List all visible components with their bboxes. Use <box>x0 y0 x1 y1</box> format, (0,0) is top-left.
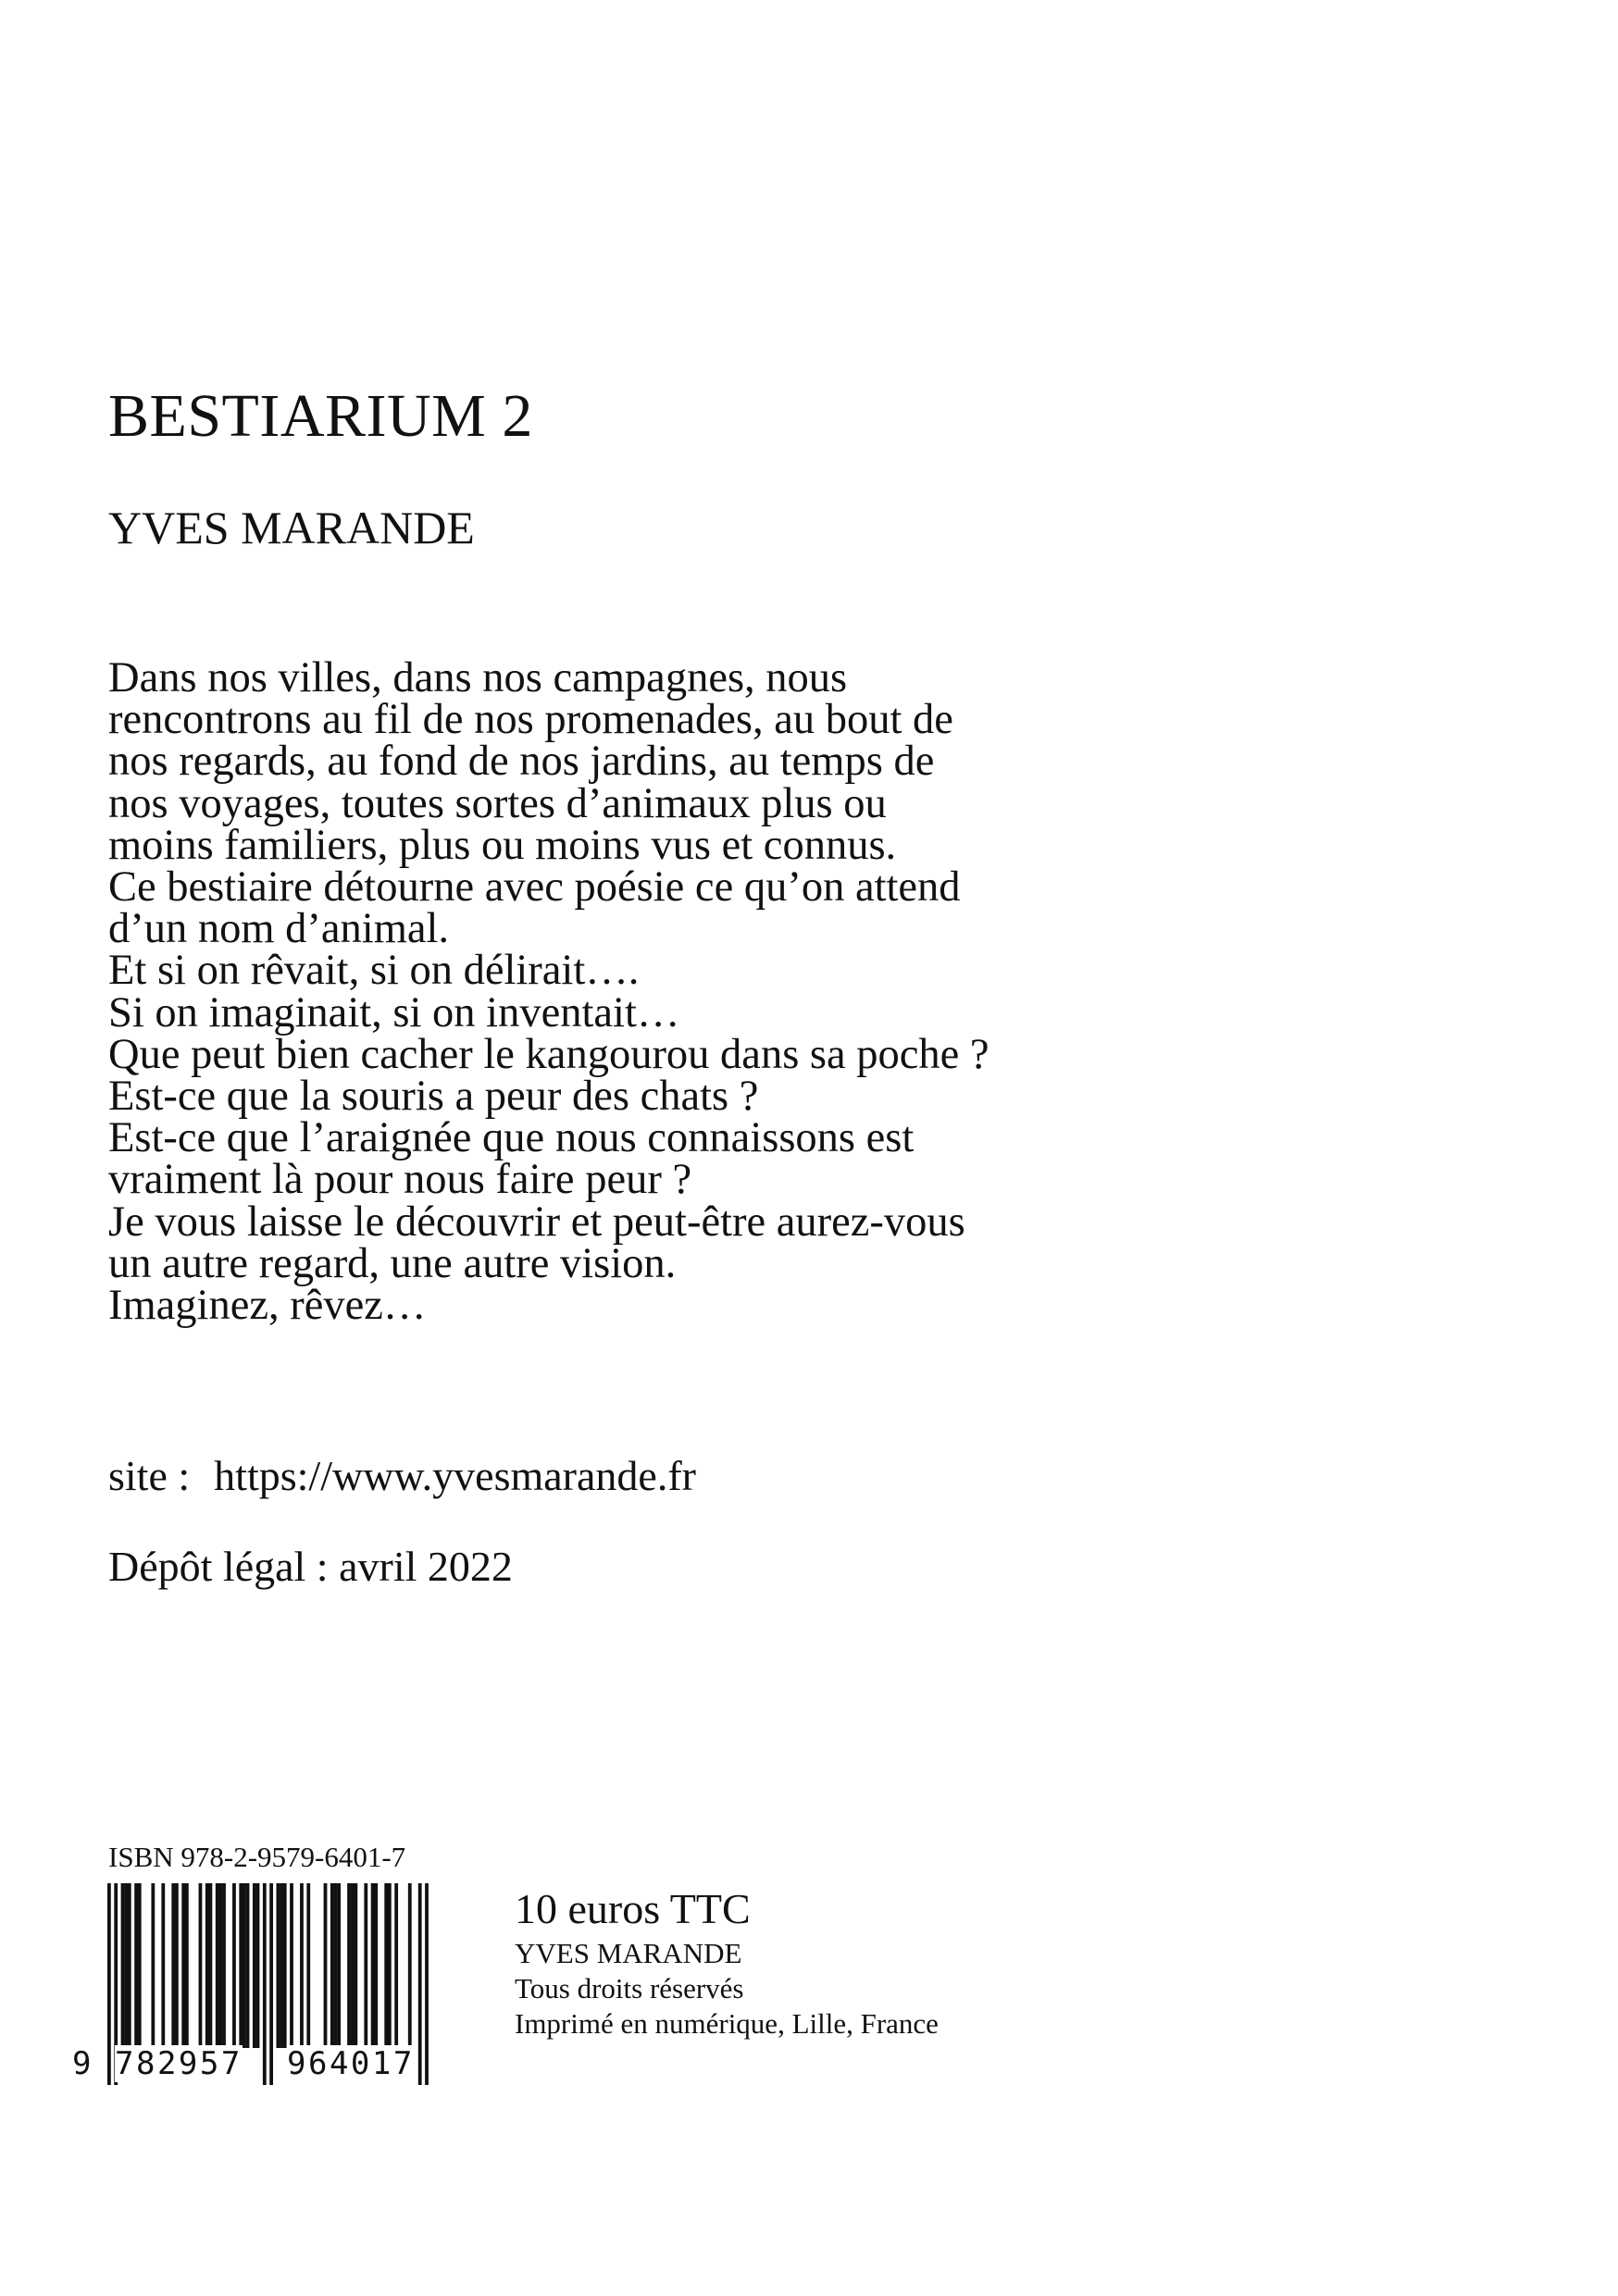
barcode-bar <box>290 1883 293 2048</box>
barcode-bar <box>121 1883 125 2048</box>
barcode-bar <box>175 1883 179 2048</box>
blurb-line: rencontrons au fil de nos promenades, au bout de <box>108 696 953 744</box>
barcode-bar <box>334 1883 338 2048</box>
printing-info: Imprimé en numérique, Lille, France <box>515 2007 939 2040</box>
barcode-bar <box>256 1883 260 2048</box>
barcode-first-digit: 9 <box>72 2045 93 2082</box>
barcode-bar <box>138 1883 142 2048</box>
barcode-bar <box>218 1883 222 2048</box>
barcode-bar <box>199 1883 203 2048</box>
barcode-bar <box>232 1883 236 2048</box>
barcode-bar <box>222 1883 226 2048</box>
barcode-bar <box>181 1883 185 2048</box>
blurb-line: vraiment là pour nous faire peur ? <box>108 1156 692 1204</box>
barcode-bar <box>374 1883 378 2048</box>
barcode-bar <box>209 1883 213 2048</box>
book-title: BESTIARIUM 2 <box>108 382 533 450</box>
blurb-line: Que peut bien cacher le kangourou dans sa poche ? <box>108 1030 989 1078</box>
barcode-right-digits: 964017 <box>287 2045 415 2082</box>
blurb-line: Est-ce que l’araignée que nous connaissons est <box>108 1114 915 1162</box>
isbn-barcode <box>72 1883 452 2091</box>
rights-notice: Tous droits réservés <box>515 1972 744 2004</box>
blurb-line: nos regards, au fond de nos jardins, au temps de <box>108 738 935 786</box>
blurb-line: Et si on rêvait, si on délirait…. <box>108 947 640 995</box>
blurb-line: moins familiers, plus ou moins vus et connus. <box>108 821 897 869</box>
website-link[interactable]: https://www.yvesmarande.fr <box>214 1452 696 1499</box>
barcode-bar <box>185 1883 189 2048</box>
barcode-bar <box>277 1883 280 2048</box>
blurb-line: un autre regard, une autre vision. <box>108 1239 677 1287</box>
barcode-guard-bar <box>263 1883 267 2085</box>
website-line <box>108 1444 696 1508</box>
publisher-name: YVES MARANDE <box>515 1937 742 1969</box>
barcode-bar <box>216 1883 219 2048</box>
barcode-bar <box>246 1883 250 2048</box>
author-name: YVES MARANDE <box>108 502 475 553</box>
barcode-bar <box>283 1883 287 2048</box>
blurb-line: Si on imaginait, si on inventait… <box>108 988 680 1036</box>
isbn-label: ISBN 978-2-9579-6401-7 <box>108 1841 406 1873</box>
barcode-bar <box>347 1883 351 2048</box>
barcode-bar <box>330 1883 334 2048</box>
barcode-guard-bar <box>107 1883 111 2085</box>
barcode-bar <box>171 1883 175 2048</box>
barcode-bar <box>354 1883 357 2048</box>
barcode-bar <box>388 1883 392 2048</box>
barcode-bar <box>364 1883 367 2048</box>
website-label: site : <box>108 1452 191 1499</box>
blurb-line: nos voyages, toutes sortes d’animaux plus ou <box>108 779 887 827</box>
barcode-bar <box>134 1883 138 2048</box>
barcode-bar <box>124 1883 128 2048</box>
publisher-info <box>515 1936 939 2042</box>
barcode-bar <box>253 1883 256 2048</box>
barcode-bar <box>128 1883 131 2048</box>
back-cover-blurb <box>108 654 1312 1330</box>
barcode-bar <box>394 1883 398 2048</box>
barcode-bar <box>351 1883 355 2048</box>
barcode-left-digits: 782957 <box>115 2045 243 2082</box>
barcode-bar <box>239 1883 243 2048</box>
barcode-bar <box>337 1883 341 2048</box>
barcode-bar <box>161 1883 165 2048</box>
barcode-guard-bar <box>425 1883 429 2085</box>
price: 10 euros TTC <box>515 1885 751 1932</box>
blurb-line: Imaginez, rêvez… <box>108 1282 427 1330</box>
blurb-line: d’un nom d’animal. <box>108 905 450 953</box>
barcode-bar <box>243 1883 246 2048</box>
blurb-line: Ce bestiaire détourne avec poésie ce qu’on attend <box>108 863 961 912</box>
blurb-line: Dans nos villes, dans nos campagnes, nous <box>108 654 848 701</box>
legal-deposit: Dépôt légal : avril 2022 <box>108 1543 513 1590</box>
barcode-bar <box>205 1883 209 2048</box>
barcode-bar <box>384 1883 388 2048</box>
barcode-bar <box>324 1883 328 2048</box>
barcode-bar <box>408 1883 412 2048</box>
barcode-bar <box>280 1883 283 2048</box>
barcode-bar <box>306 1883 310 2048</box>
barcode-guard-bar <box>418 1883 422 2085</box>
blurb-line: Je vous laisse le découvrir et peut-être aurez-vous <box>108 1198 965 1246</box>
barcode-bar <box>300 1883 304 2048</box>
barcode-guard-bar <box>269 1883 273 2085</box>
blurb-line: Est-ce que la souris a peur des chats ? <box>108 1073 759 1121</box>
barcode-bar <box>371 1883 375 2048</box>
barcode-bar <box>151 1883 155 2048</box>
